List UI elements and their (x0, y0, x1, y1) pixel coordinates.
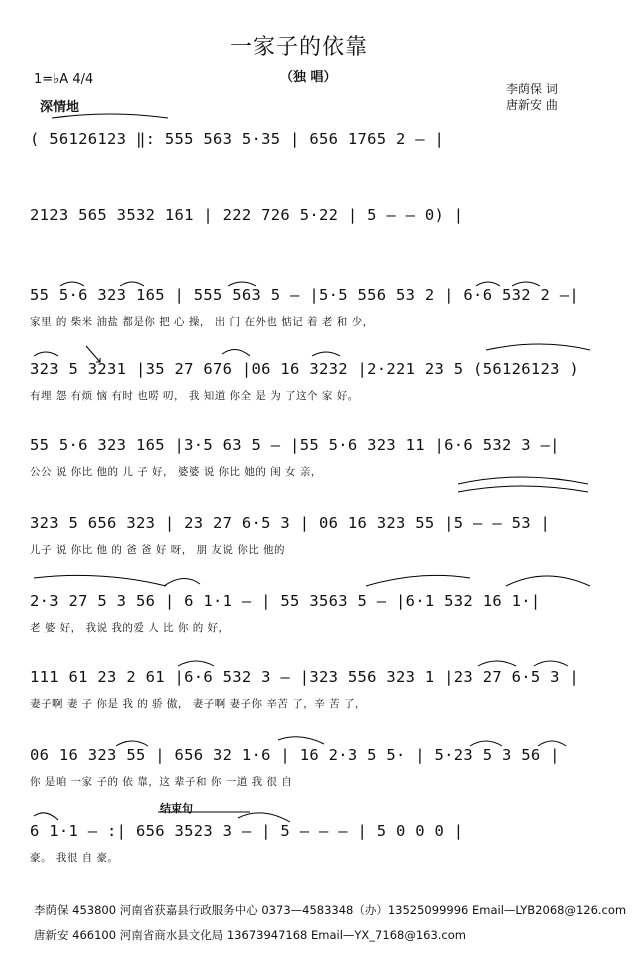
key-signature: 1=♭A 4/4 (34, 72, 94, 87)
lyrics-line: 你 是咱 一家 子的 依 靠，这 辈子和 你 一道 我 很 自 (30, 776, 293, 788)
lyrics-line: 儿子 说 你比 他 的 爸 爸 好 呀， 朋 友说 你比 他的 (30, 544, 286, 556)
notation-line: 2·3 27 5 3 56 | 6 1·1 – | 55 3563 5 – |6·1 532 16 1·| (30, 592, 541, 610)
lyrics-line: 公公 说 你比 他的 儿 子 好， 婆婆 说 你比 她的 闺 女 亲， (30, 466, 322, 478)
lyrics-line: 有埋 怨 有烦 恼 有时 也唠 叨， 我 知道 你全 是 为 了这个 家 好。 (30, 390, 359, 402)
lyrics-line: 妻子啊 妻 子 你是 我 的 骄 傲， 妻子啊 妻子你 辛苦 了，辛 苦 了， (30, 698, 366, 710)
notation-line: 55 5·6 323 165 | 555 563 5 – |5·5 556 53 2 | 6·6 532 2 –| (30, 286, 580, 304)
lyricist-credit: 李荫保 词 (506, 82, 558, 96)
notation-line: 2123 565 3532 161 | 222 726 5·22 | 5 – – 0) | (30, 206, 464, 224)
song-subtitle: （独 唱） (280, 70, 337, 85)
lyrics-line: 豪。 我很 自 豪。 (30, 852, 119, 864)
notation-line: ( 56126123 ‖: 555 563 5·35 | 656 1765 2 – | (30, 130, 445, 148)
notation-line: 06 16 323 55 | 656 32 1·6 | 16 2·3 5 5· | 5·23 5 3 56 | (30, 746, 560, 764)
song-title: 一家子的依靠 (230, 35, 369, 60)
tempo-mark: 深情地 (40, 100, 80, 115)
composer-credit: 唐新安 曲 (506, 98, 558, 112)
notation-line: 323 5 3231 |35 27 676 |06 16 3232 |2·221 23 5 (56126123 ) (30, 360, 580, 378)
lyricist-contact: 李荫保 453800 河南省获嘉县行政服务中心 0373—4583348（办）13525099996 Email—LYB2068@126.com (34, 903, 627, 917)
ending-label: 结束句 (160, 802, 193, 815)
lyrics-line: 老 婆 好， 我说 我的爱 人 比 你 的 好， (30, 622, 230, 634)
notation-line: 6 1·1 – :| 656 3523 3 – | 5 – – – | 5 0 0 0 | (30, 822, 464, 840)
notation-line: 323 5 656 323 | 23 27 6·5 3 | 06 16 323 55 |5 – – 53 | (30, 514, 551, 532)
composer-contact: 唐新安 466100 河南省商水县文化局 13673947168 Email—YX_7168@163.com (34, 928, 466, 942)
notation-line: 55 5·6 323 165 |3·5 63 5 – |55 5·6 323 11 |6·6 532 3 –| (30, 436, 560, 454)
notation-line: 111 61 23 2 61 |6·6 532 3 – |323 556 323 1 |23 27 6·5 3 | (30, 668, 580, 686)
lyrics-line: 家里 的 柴米 油盐 都是你 把 心 操， 出 门 在外也 惦记 着 老 和 少， (30, 316, 374, 328)
